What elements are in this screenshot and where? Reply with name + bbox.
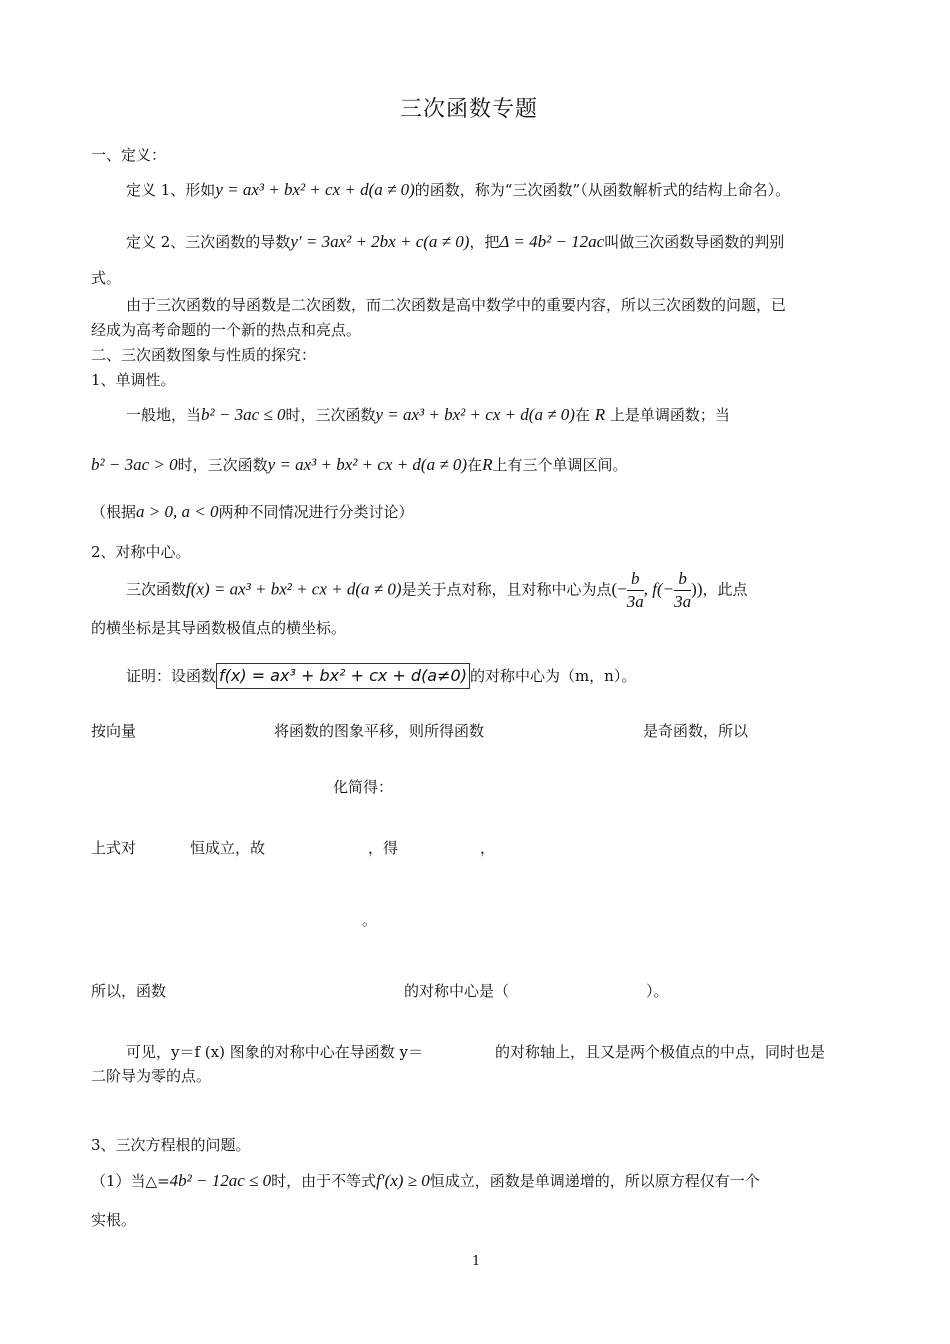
text: 时，三次函数	[177, 456, 268, 474]
section-2-heading: 二、三次函数图象与性质的探究：	[91, 346, 317, 364]
definition-2-continued: 式。	[91, 269, 122, 287]
text: 3a	[674, 592, 692, 611]
text: （1）当△=	[91, 1172, 170, 1190]
definition-1-formula: y = ax³ + bx² + cx + d(a ≠ 0)	[215, 180, 415, 199]
condition-text-1: 上式对	[91, 839, 137, 857]
text: 三次函数	[126, 580, 187, 599]
text: ))	[691, 579, 703, 599]
derivative-formula: y′ = 3ax² + 2bx + c(a ≠ 0)	[290, 232, 470, 251]
text: 的对称中心为（m，n）。	[469, 667, 637, 685]
conclusion-text-1: 所以，函数	[91, 982, 167, 1000]
text: 恒成立，函数是单调递增的，所以原方程仅有一个	[429, 1172, 760, 1190]
roots-line-2: 实根。	[91, 1211, 137, 1229]
definition-2-text-end: 叫做三次函数导函数的判别	[604, 233, 785, 251]
intro-line-1: 由于三次函数的导函数是二次函数，而二次函数是高中数学中的重要内容，所以三次函数的问题，已	[126, 296, 787, 314]
observation-text-3: 二阶导为零的点。	[91, 1067, 212, 1085]
conclusion-text-2: 的对称中心是（	[404, 982, 510, 1000]
monotonicity-heading: 1、单调性。	[91, 371, 176, 389]
intro-line-2: 经成为高考命题的一个新的热点和亮点。	[91, 321, 362, 339]
text: （根据	[91, 503, 137, 521]
symmetry-line-2: 的横坐标是其导函数极值点的横坐标。	[91, 619, 347, 637]
text: (−	[611, 579, 627, 599]
proof-line	[126, 662, 636, 690]
roots-heading: 3、三次方程根的问题。	[91, 1136, 251, 1154]
cubic-formula: y = ax³ + bx² + cx + d(a ≠ 0)	[375, 405, 575, 424]
page-title: 三次函数专题	[400, 97, 539, 122]
boxed-function-image: f(x) = ax³ + bx² + cx + d(a≠0)	[216, 663, 470, 689]
symmetry-heading: 2、对称中心。	[91, 543, 191, 561]
definition-1-text: 的函数，称为“三次函数”（从函数解析式的结构上命名）。	[414, 181, 791, 199]
text: 时，三次函数	[285, 406, 376, 424]
text: 在	[574, 406, 590, 424]
text: b	[674, 568, 691, 591]
vector-text-3: 是奇函数，所以	[643, 722, 749, 740]
text: 3a	[626, 592, 644, 611]
case-condition: a > 0, a < 0	[136, 502, 219, 521]
conclusion-text-3: ）。	[646, 982, 669, 1000]
text: b	[627, 568, 644, 591]
cubic-formula: y = ax³ + bx² + cx + d(a ≠ 0)	[267, 455, 468, 474]
real-set: R	[594, 405, 606, 424]
text: 两种不同情况进行分类讨论）	[218, 503, 414, 521]
text: 是关于点对称，且对称中心为点	[401, 580, 612, 599]
monotonicity-line-2	[91, 455, 628, 475]
observation-text-1: 可见，y＝f (x) 图象的对称中心在导函数 y＝	[126, 1043, 423, 1061]
condition-text-3: ，得	[368, 839, 399, 857]
period-mark: 。	[362, 911, 378, 929]
simplify-text: 化简得：	[333, 778, 394, 796]
monotonicity-line-1	[126, 405, 730, 425]
monotonic-condition: b² − 3ac ≤ 0	[201, 405, 286, 424]
text: , f(−	[643, 579, 675, 599]
condition-text-2: 恒成立，故	[190, 839, 266, 857]
definition-1	[126, 180, 790, 200]
roots-line-1	[91, 1171, 760, 1191]
text: 在	[467, 456, 483, 474]
definition-2-text: ，把	[469, 233, 500, 251]
derivative-inequality: f′(x) ≥ 0	[376, 1171, 430, 1190]
text: 一般地，当	[126, 406, 202, 424]
symmetry-line-1	[126, 568, 748, 613]
fraction-b-over-3a	[627, 568, 644, 613]
page-number: 1	[472, 1254, 481, 1269]
text: 证明：设函数	[126, 667, 217, 685]
cubic-function: f(x) = ax³ + bx² + cx + d(a ≠ 0)	[186, 579, 402, 599]
vector-text-2: 将函数的图象平移，则所得函数	[274, 722, 485, 740]
definition-1-label: 定义 1、形如	[126, 181, 216, 199]
definition-2	[126, 232, 784, 252]
observation-text-2: 的对称轴上，且又是两个极值点的中点，同时也是	[495, 1043, 826, 1061]
text: 时，由于不等式	[271, 1172, 377, 1190]
discriminant-formula: Δ = 4b² − 12ac	[499, 232, 605, 251]
monotonicity-note	[91, 502, 413, 522]
three-interval-condition: b² − 3ac > 0	[91, 455, 178, 474]
vector-text-1: 按向量	[91, 722, 137, 740]
text: 上有三个单调区间。	[492, 456, 628, 474]
condition-text-4: ，	[480, 839, 496, 857]
text: ，此点	[702, 580, 748, 599]
fraction-b-over-3a-2	[674, 568, 691, 613]
section-1-heading: 一、定义：	[91, 146, 167, 164]
real-set: R	[482, 455, 493, 474]
discriminant-condition: 4b² − 12ac ≤ 0	[169, 1171, 272, 1190]
text: 上是单调函数；当	[609, 406, 730, 424]
definition-2-label: 定义 2、三次函数的导数	[126, 233, 291, 251]
